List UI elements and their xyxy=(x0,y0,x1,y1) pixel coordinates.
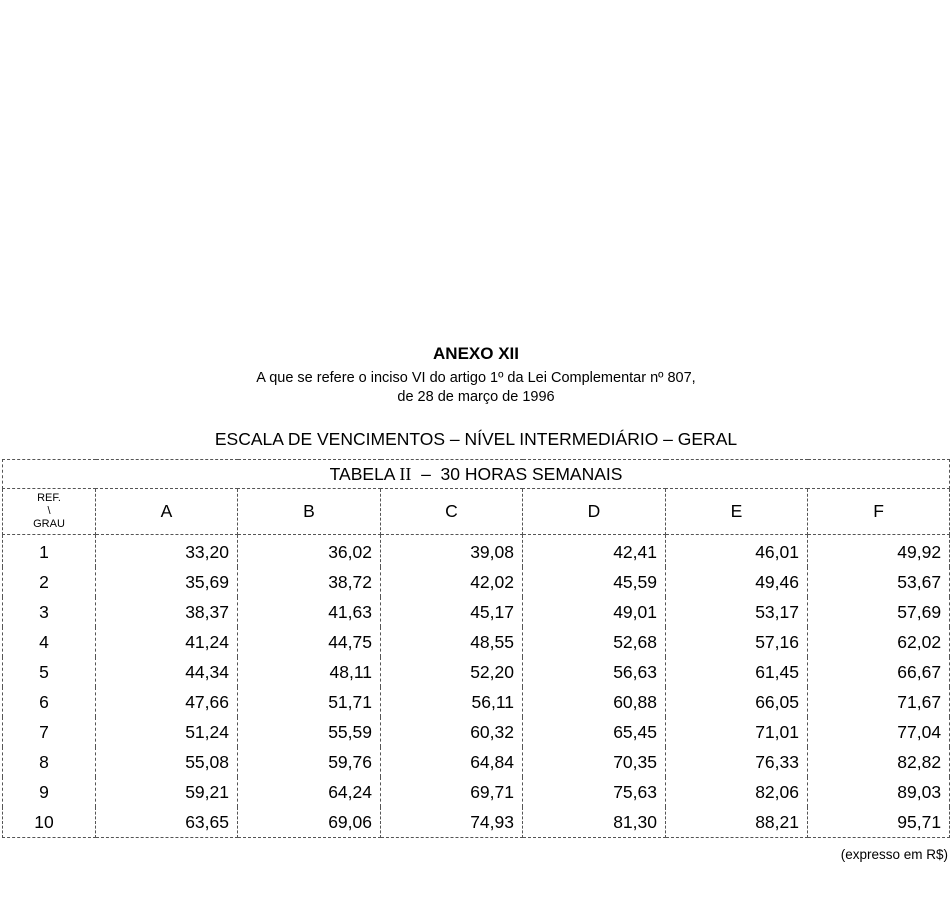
value-cell: 64,24 xyxy=(238,777,381,807)
table-row xyxy=(3,717,950,747)
table-caption xyxy=(3,460,950,489)
value-cell: 39,08 xyxy=(381,535,523,568)
value-cell: 35,69 xyxy=(96,567,238,597)
value-cell: 44,34 xyxy=(96,657,238,687)
value-cell: 57,16 xyxy=(666,627,808,657)
table-body xyxy=(3,535,950,838)
salary-table xyxy=(2,459,950,838)
value-cell: 82,06 xyxy=(666,777,808,807)
value-cell: 66,67 xyxy=(808,657,950,687)
value-cell: 59,21 xyxy=(96,777,238,807)
value-cell: 60,32 xyxy=(381,717,523,747)
column-header-b: B xyxy=(238,489,381,535)
value-cell: 61,45 xyxy=(666,657,808,687)
value-cell: 56,63 xyxy=(523,657,666,687)
value-cell: 49,92 xyxy=(808,535,950,568)
value-cell: 53,17 xyxy=(666,597,808,627)
salary-table-container xyxy=(2,459,949,838)
currency-footnote: (expresso em R$) xyxy=(840,847,948,862)
table-row xyxy=(3,535,950,568)
value-cell: 48,11 xyxy=(238,657,381,687)
value-cell: 53,67 xyxy=(808,567,950,597)
value-cell: 76,33 xyxy=(666,747,808,777)
grau-cell: 5 xyxy=(3,657,96,687)
value-cell: 64,84 xyxy=(381,747,523,777)
value-cell: 95,71 xyxy=(808,807,950,838)
table-row xyxy=(3,777,950,807)
value-cell: 38,72 xyxy=(238,567,381,597)
value-cell: 52,20 xyxy=(381,657,523,687)
value-cell: 57,69 xyxy=(808,597,950,627)
value-cell: 44,75 xyxy=(238,627,381,657)
table-row xyxy=(3,747,950,777)
column-header-d: D xyxy=(523,489,666,535)
value-cell: 81,30 xyxy=(523,807,666,838)
value-cell: 42,02 xyxy=(381,567,523,597)
annex-subtitle xyxy=(0,369,952,407)
value-cell: 47,66 xyxy=(96,687,238,717)
grau-cell: 7 xyxy=(3,717,96,747)
table-row xyxy=(3,657,950,687)
ref-label: REF. xyxy=(37,492,61,504)
value-cell: 41,63 xyxy=(238,597,381,627)
value-cell: 45,17 xyxy=(381,597,523,627)
value-cell: 33,20 xyxy=(96,535,238,568)
value-cell: 89,03 xyxy=(808,777,950,807)
grau-cell: 3 xyxy=(3,597,96,627)
value-cell: 49,46 xyxy=(666,567,808,597)
grau-cell: 8 xyxy=(3,747,96,777)
column-header-f: F xyxy=(808,489,950,535)
value-cell: 65,45 xyxy=(523,717,666,747)
annex-title: ANEXO XII xyxy=(433,344,519,363)
value-cell: 56,11 xyxy=(381,687,523,717)
value-cell: 88,21 xyxy=(666,807,808,838)
column-header-c: C xyxy=(381,489,523,535)
scale-title: ESCALA DE VENCIMENTOS – NÍVEL INTERMEDIÁRIO – GERAL xyxy=(214,429,738,449)
grau-cell: 10 xyxy=(3,807,96,838)
value-cell: 71,01 xyxy=(666,717,808,747)
value-cell: 55,08 xyxy=(96,747,238,777)
value-cell: 49,01 xyxy=(523,597,666,627)
value-cell: 48,55 xyxy=(381,627,523,657)
grau-cell: 2 xyxy=(3,567,96,597)
ref-separator: \ xyxy=(47,505,51,517)
value-cell: 66,05 xyxy=(666,687,808,717)
value-cell: 51,71 xyxy=(238,687,381,717)
value-cell: 46,01 xyxy=(666,535,808,568)
ref-grau-header xyxy=(3,489,96,535)
table-caption-row xyxy=(3,460,950,489)
value-cell: 69,71 xyxy=(381,777,523,807)
column-header-a: A xyxy=(96,489,238,535)
value-cell: 60,88 xyxy=(523,687,666,717)
caption-prefix: TABELA xyxy=(329,463,400,484)
caption-suffix: – 30 HORAS SEMANAIS xyxy=(411,463,623,484)
table-row xyxy=(3,687,950,717)
value-cell: 59,76 xyxy=(238,747,381,777)
table-row xyxy=(3,567,950,597)
value-cell: 69,06 xyxy=(238,807,381,838)
grau-cell: 1 xyxy=(3,535,96,568)
table-row xyxy=(3,627,950,657)
grau-label: GRAU xyxy=(33,518,65,530)
value-cell: 70,35 xyxy=(523,747,666,777)
value-cell: 52,68 xyxy=(523,627,666,657)
value-cell: 45,59 xyxy=(523,567,666,597)
value-cell: 71,67 xyxy=(808,687,950,717)
value-cell: 51,24 xyxy=(96,717,238,747)
value-cell: 42,41 xyxy=(523,535,666,568)
table-row xyxy=(3,597,950,627)
value-cell: 77,04 xyxy=(808,717,950,747)
column-header-e: E xyxy=(666,489,808,535)
table-row xyxy=(3,807,950,838)
grau-cell: 4 xyxy=(3,627,96,657)
value-cell: 41,24 xyxy=(96,627,238,657)
value-cell: 63,65 xyxy=(96,807,238,838)
value-cell: 55,59 xyxy=(238,717,381,747)
value-cell: 74,93 xyxy=(381,807,523,838)
grau-cell: 9 xyxy=(3,777,96,807)
grau-cell: 6 xyxy=(3,687,96,717)
value-cell: 82,82 xyxy=(808,747,950,777)
value-cell: 75,63 xyxy=(523,777,666,807)
table-header-row xyxy=(3,489,950,535)
value-cell: 62,02 xyxy=(808,627,950,657)
subtitle-line-2: de 28 de março de 1996 xyxy=(397,389,555,405)
caption-roman: II xyxy=(399,463,412,484)
subtitle-line-1: A que se refere o inciso VI do artigo 1º da Lei Complementar nº 807, xyxy=(256,370,696,386)
value-cell: 36,02 xyxy=(238,535,381,568)
value-cell: 38,37 xyxy=(96,597,238,627)
